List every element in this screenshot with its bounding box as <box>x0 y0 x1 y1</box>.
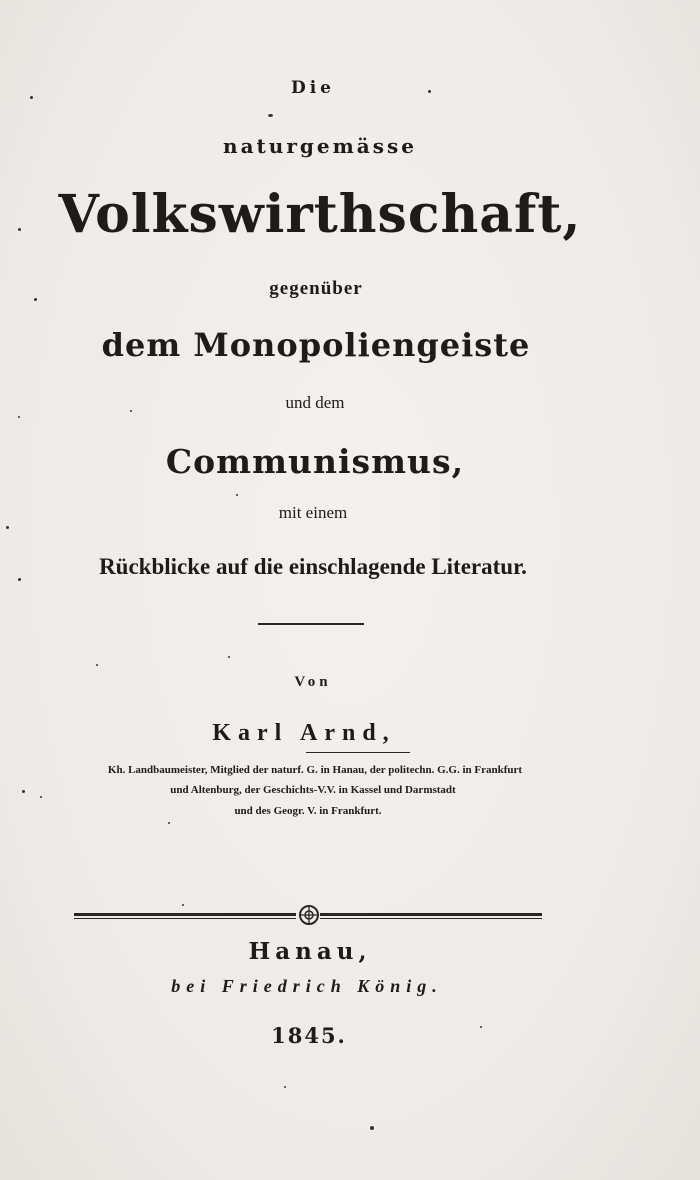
paper-speck <box>18 228 21 231</box>
author-affiliation-line: und des Geogr. V. in Frankfurt. <box>234 805 382 817</box>
ornamental-rule-right-thin <box>320 918 542 919</box>
imprint-city: Hanau, <box>248 938 372 965</box>
paper-speck <box>18 578 21 581</box>
author-affiliation-line: Kh. Landbaumeister, Mitglied der naturf. G. in Hanau, der politechn. G.G. in Frankfurt <box>107 764 523 776</box>
paper-speck <box>268 114 273 117</box>
ornamental-rule-left <box>74 913 296 916</box>
divider-rule <box>258 623 364 625</box>
paper-speck <box>228 656 230 658</box>
rosette-ornament-icon <box>298 904 320 926</box>
paper-speck <box>130 410 132 412</box>
ornamental-rule-left-thin <box>74 918 296 919</box>
title-preposition: gegenüber <box>269 278 363 299</box>
title-subject-1: dem Monopoliengeiste <box>101 326 531 364</box>
paper-speck <box>40 796 42 798</box>
paper-speck <box>284 1086 286 1088</box>
title-subject-3: Rückblicke auf die einschlagende Literatur. <box>99 554 527 579</box>
ornamental-rule-right <box>320 913 542 916</box>
paper-speck <box>480 1026 482 1028</box>
title-adjective: naturgemässe <box>223 134 417 158</box>
by-label: Von <box>294 674 332 690</box>
author-name: Karl Arnd, <box>212 720 396 746</box>
paper-speck <box>428 90 431 93</box>
paper-speck <box>168 822 170 824</box>
paper-speck <box>22 790 25 793</box>
author-underline <box>306 752 410 753</box>
imprint-year: 1845. <box>271 1023 347 1048</box>
paper-speck <box>30 96 33 99</box>
paper-speck <box>236 494 238 496</box>
title-with: mit einem <box>278 503 348 522</box>
imprint-publisher: bei Friedrich König. <box>171 976 443 996</box>
paper-speck <box>6 526 9 529</box>
paper-speck <box>370 1126 374 1130</box>
title-conjunction: und dem <box>285 393 345 412</box>
paper-speck <box>18 416 20 418</box>
author-affiliation-line: und Altenburg, der Geschichts-V.V. in Kassel und Darmstadt <box>170 784 456 796</box>
paper-speck <box>34 298 37 301</box>
title-article: Die <box>290 78 336 98</box>
main-title: Volkswirthschaft, <box>58 184 582 245</box>
title-subject-2: Communismus, <box>165 442 465 481</box>
paper-speck <box>96 664 98 666</box>
paper-speck <box>182 904 184 906</box>
